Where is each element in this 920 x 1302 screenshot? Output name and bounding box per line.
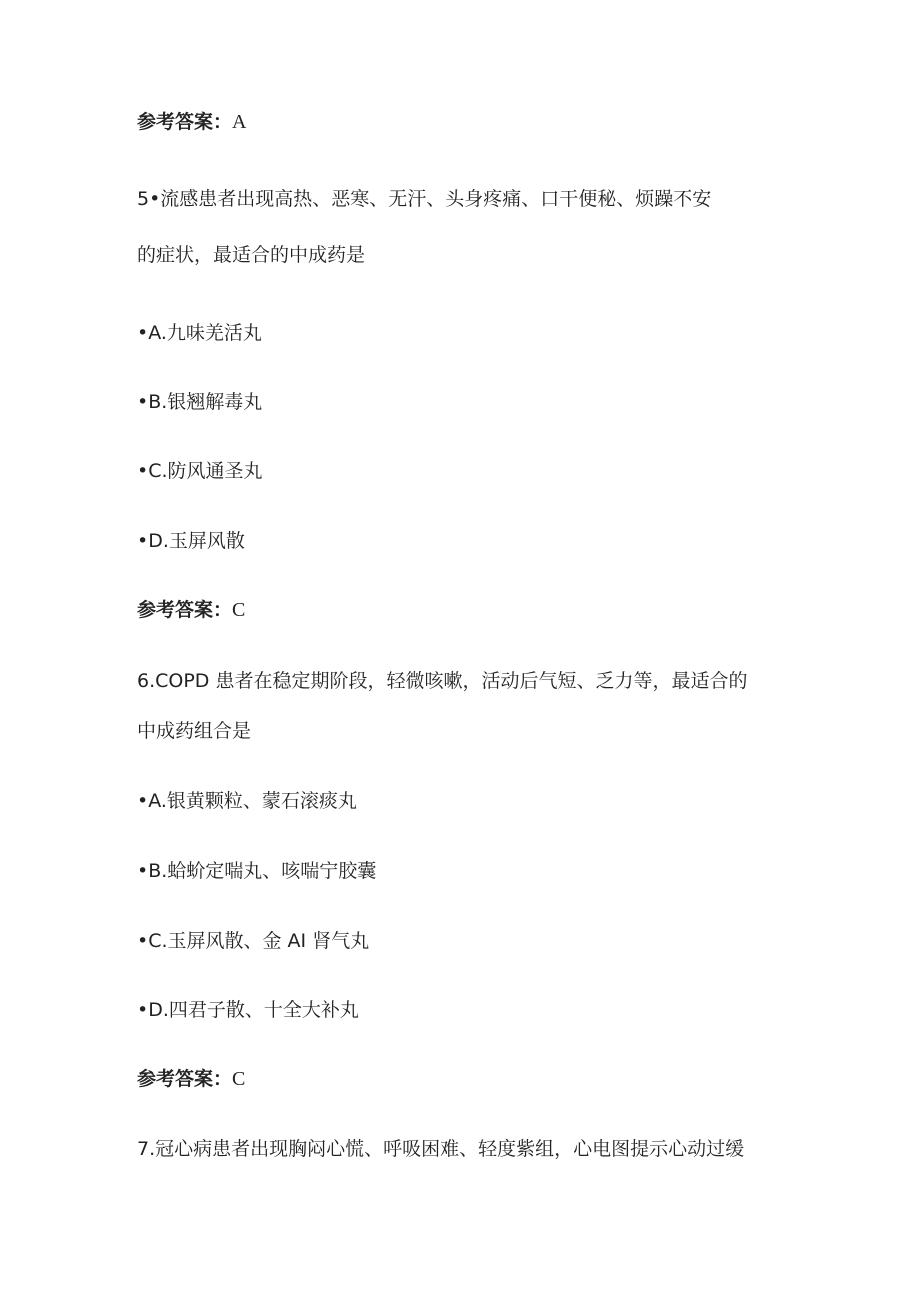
answer-label: 参考答案： xyxy=(137,599,233,621)
answer-label: 参考答案： xyxy=(137,1068,233,1090)
question-6-option-d: •D.四君子散、十全大补丸 xyxy=(137,999,359,1021)
question-6-option-c: •C.玉屏风散、金 AI 肾气丸 xyxy=(137,930,370,952)
answer-value: C xyxy=(232,599,246,621)
question-6-text-line-1: 6.COPD 患者在稳定期阶段，轻微咳嗽，活动后气短、乏力等，最适合的 xyxy=(137,670,748,692)
question-5-option-d: •D.玉屏风散 xyxy=(137,530,245,552)
question-5-option-b: •B.银翘解毒丸 xyxy=(137,391,263,413)
answer-value: A xyxy=(232,111,247,133)
answer-label: 参考答案： xyxy=(137,111,233,133)
answer-value: C xyxy=(232,1068,246,1090)
question-5-option-c: •C.防风通圣丸 xyxy=(137,460,263,482)
question-5-text-line-1: 5•流感患者出现高热、恶寒、无汗、头身疼痛、口干便秘、烦躁不安 xyxy=(137,188,712,210)
question-7-text-line-1: 7.冠心病患者出现胸闷心慌、呼吸困难、轻度紫组，心电图提示心动过缓 xyxy=(137,1138,745,1160)
answer-line-q4 xyxy=(137,110,246,134)
question-6-option-b: •B.蛤蚧定喘丸、咳喘宁胶囊 xyxy=(137,860,377,882)
answer-line-q6 xyxy=(137,1067,245,1091)
question-5-text-line-2: 的症状，最适合的中成药是 xyxy=(137,244,366,266)
question-6-option-a: •A.银黄颗粒、蒙石滚痰丸 xyxy=(137,790,357,812)
answer-line-q5 xyxy=(137,598,245,622)
question-5-option-a: •A.九味羌活丸 xyxy=(137,322,262,344)
question-6-text-line-2: 中成药组合是 xyxy=(137,720,252,742)
